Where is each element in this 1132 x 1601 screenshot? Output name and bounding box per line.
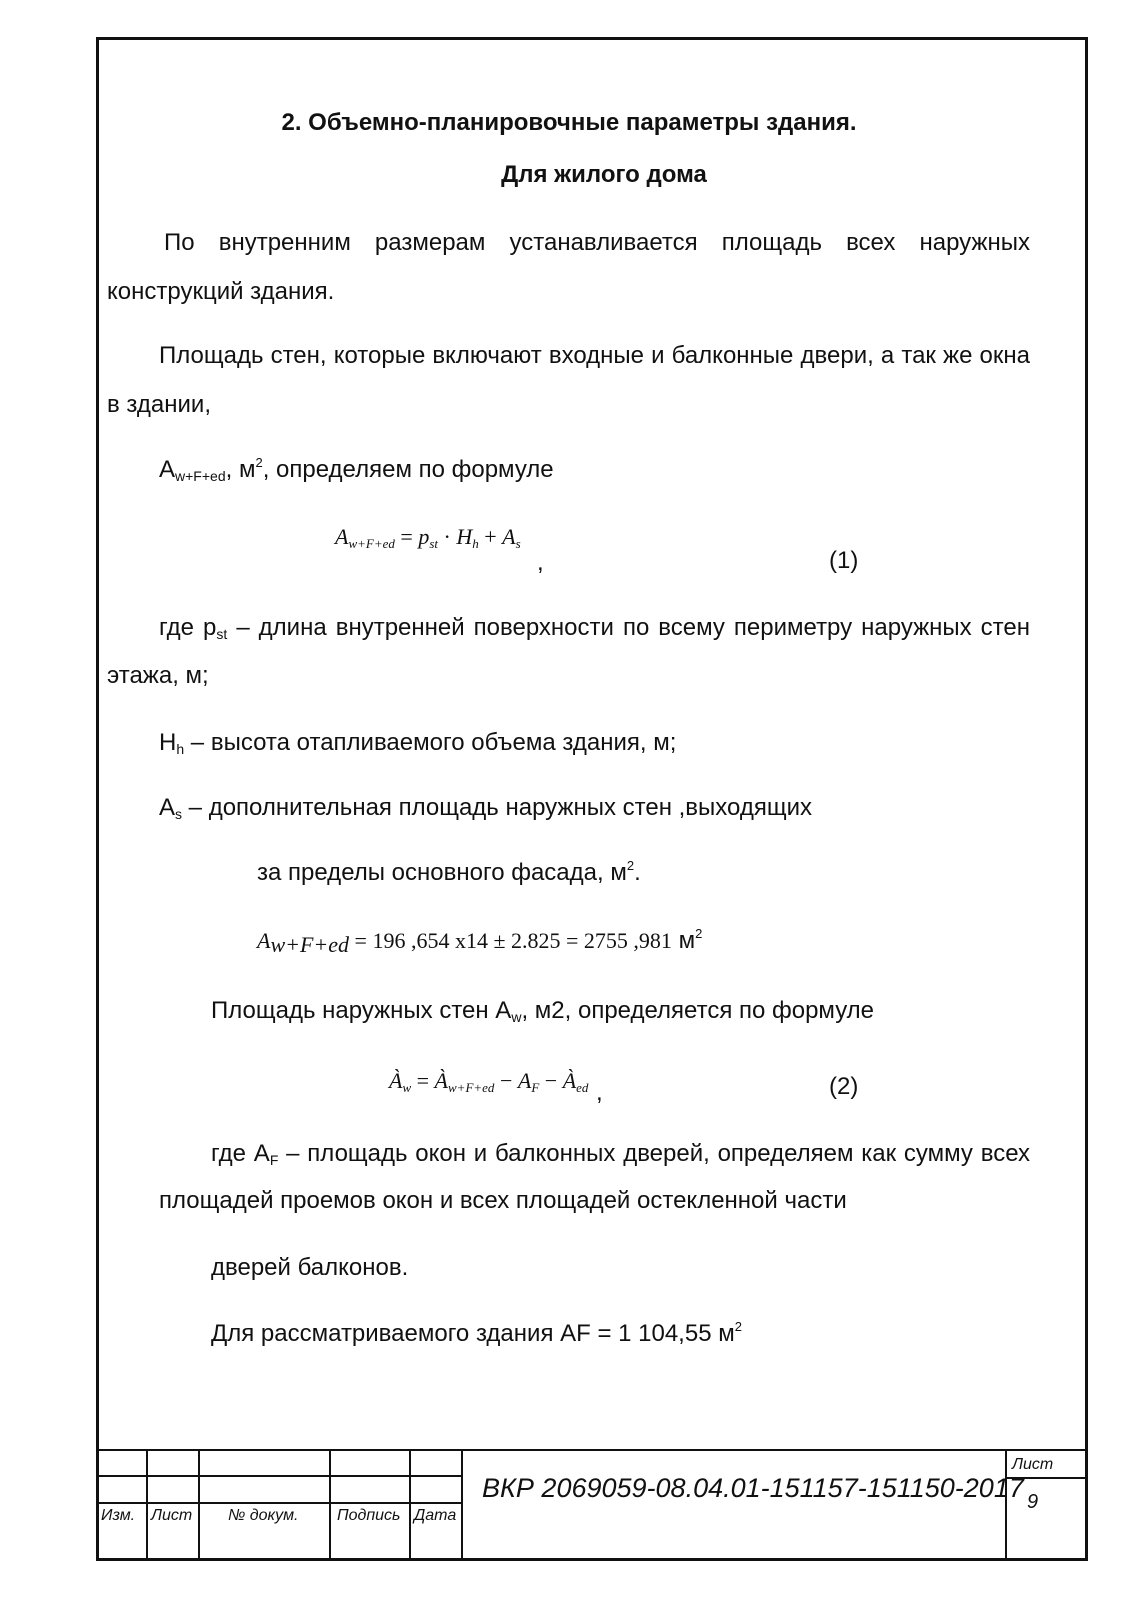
stamp-col-izm: Изм. (101, 1507, 136, 1524)
paragraph-11: Для рассматриваемого здания AF = 1 104,55 $м^2$ (211, 1319, 742, 1347)
formula-1: $A_{w+F+ed} = p_{st} \cdot H_h + A_s$ (335, 524, 521, 551)
section-subheading: Для жилого дома (501, 161, 707, 188)
paragraph-8: Площадь наружных стен $A_w$, м2, определяется по формуле (211, 997, 875, 1025)
paragraph-1-line-1: По внутренним размерам устанавливается площадь всех наружных (164, 229, 1030, 256)
paragraph-5: $H_h$ – высота отапливаемого объема здания, м; (159, 729, 677, 757)
formula-2-number: (2) (829, 1073, 859, 1100)
paragraph-2-line-2: в здании, (107, 391, 211, 418)
formula-2: $À_w$ = $À_{w+F+ed} - A_F$ − $À_{ed}$ (389, 1068, 589, 1095)
stamp-col-line-1 (146, 1449, 148, 1559)
stamp-col-list: Лист (151, 1507, 193, 1524)
paragraph-6: $A_s$ – дополнительная площадь наружных стен ,выходящих (159, 794, 813, 822)
stamp-col-line-2 (198, 1449, 200, 1559)
stamp-col-line-5 (461, 1449, 463, 1559)
paragraph-9-line-1: где $A_F$ – площадь окон и балконных дверей, определяем как сумму всех (211, 1140, 1031, 1168)
paragraph-4-line-2: этажа, м; (107, 662, 209, 689)
section-heading: 2. Объемно-планировочные параметры здания. (281, 109, 857, 136)
stamp-top-line (96, 1449, 1088, 1451)
sheet-label: Лист (1012, 1456, 1054, 1473)
stamp-col-line-4 (409, 1449, 411, 1559)
paragraph-1-line-2: конструкций здания. (107, 278, 335, 305)
stamp-col-doc: № докум. (228, 1507, 299, 1524)
stamp-col-line-3 (329, 1449, 331, 1559)
stamp-row-line-1 (96, 1475, 463, 1477)
calculation-line: $A_{w+F+ed} = 196$ ,654 x14 ± 2.825 = 2755 ,981 $м^2$ (257, 926, 703, 957)
formula-1-number: (1) (829, 547, 859, 574)
paragraph-2-line-1: Площадь стен, которые включают входные и балконные двери, а так же окна (159, 342, 1030, 369)
document-code: ВКР 2069059-08.04.01-151157-151150-2017 (482, 1473, 1024, 1503)
stamp-row-line-2 (96, 1502, 463, 1504)
stamp-col-sign: Подпись (337, 1507, 401, 1524)
paragraph-10: дверей балконов. (211, 1254, 409, 1281)
stamp-col-date: Дата (414, 1507, 457, 1524)
paragraph-9-line-2: площадей проемов окон и всех площадей остекленной части (159, 1187, 847, 1214)
sheet-number: 9 (1027, 1491, 1039, 1513)
paragraph-7: за пределы основного фасада, $м^2$. (257, 858, 641, 886)
formula-2-comma: , (596, 1079, 603, 1106)
formula-1-comma: , (537, 549, 544, 576)
paragraph-3: $A_{w+F+ed}$, $м^2$, определяем по формуле (159, 455, 554, 484)
paragraph-4-line-1: где $p_{st}$ – длина внутренней поверхности по всему периметру наружных стен (159, 614, 1031, 642)
